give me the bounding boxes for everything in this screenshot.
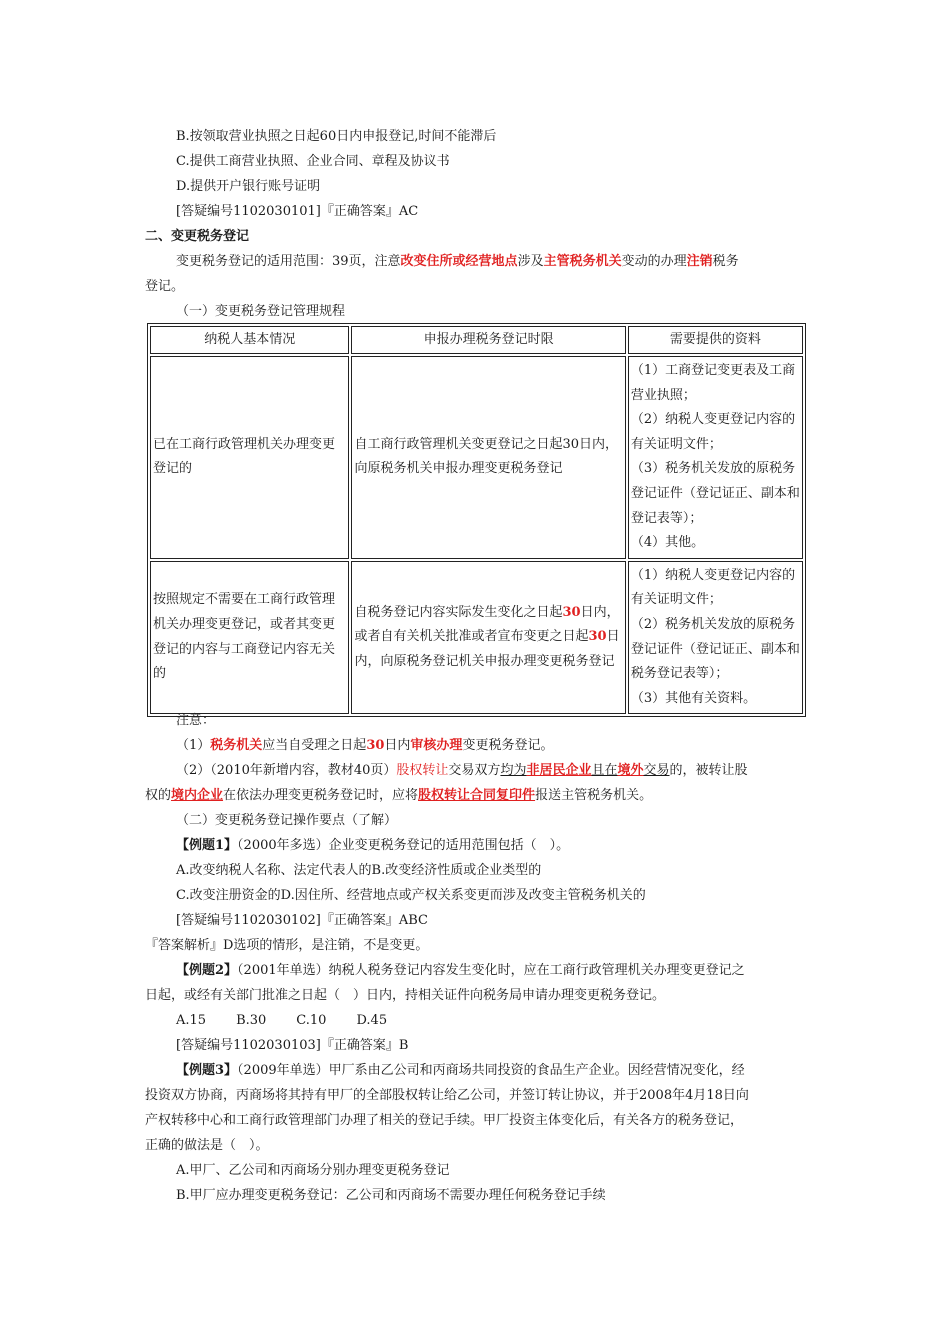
option-c-line: C.提供工商营业执照、企业合同、章程及协议书 <box>176 154 450 169</box>
note-2-line2 <box>145 787 652 805</box>
deadline-text: 日内，向原税务登记机关申报办理变更税务登记 <box>354 629 620 669</box>
scope-highlight-address: 改变住所或经营地点 <box>400 254 518 269</box>
table-cell-deadline <box>351 561 625 715</box>
note-2-line1 <box>176 762 748 780</box>
option-b-line: B.按领取营业执照之日起60日内申报登记,时间不能滞后 <box>176 129 497 144</box>
table-header-cell: 纳税人基本情况 <box>150 326 349 354</box>
example-2-question-line1 <box>176 962 745 980</box>
scope-paragraph-line2: 登记。 <box>145 279 185 294</box>
example-question: （2009年单选）甲厂系由乙公司和丙商场共同投资的食品生产企业。因经营情况变化，经 <box>237 1063 745 1078</box>
example-3-question-line1 <box>176 1062 745 1080</box>
option-d: D.45 <box>356 1013 388 1028</box>
table-cell-materials <box>628 561 803 715</box>
note-text: 报送主管税务机关。 <box>535 788 653 803</box>
table-header-row <box>150 326 803 354</box>
material-item: （2）税务机关发放的原税务登记证件（登记证正、副本和税务登记表等）； <box>630 616 800 682</box>
scope-highlight-cancel: 注销 <box>686 254 713 269</box>
subsection-1-title: （一）变更税务登记管理规程 <box>176 304 346 319</box>
material-item: （4）其他。 <box>630 535 705 551</box>
note-text: 日内 <box>384 738 411 753</box>
scope-text: 税务 <box>712 254 739 269</box>
note-text: 的，被转让股 <box>669 763 748 778</box>
material-item: （2）纳税人变更登记内容的有关证明文件； <box>630 412 796 452</box>
option-a: A.15 <box>176 1013 207 1028</box>
example-3-question-line3: 产权转移中心和工商行政管理部门办理了相关的登记手续。甲厂投资主体变化后，有关各方的税务登记， <box>145 1113 744 1128</box>
table-cell-materials <box>628 356 803 559</box>
note-highlight: 境外 <box>617 763 644 778</box>
table-row <box>150 561 803 715</box>
scope-text: 涉及 <box>517 254 544 269</box>
scope-text: 变动的办理 <box>621 254 687 269</box>
example-1-question <box>176 837 569 855</box>
note-highlight: 股权转让 <box>396 763 449 778</box>
rules-table <box>147 323 806 717</box>
note-underline: 且在 <box>591 763 618 778</box>
note-highlight: 审核办理 <box>410 738 463 753</box>
note-text: 在依法办理变更税务登记时，应将 <box>223 788 419 803</box>
example-question: （2001年单选）纳税人税务登记内容发生变化时，应在工商行政管理机关办理变更登记之 <box>237 963 745 978</box>
example-1-options-cd: C.改变注册资金的D.因住所、经营地点或产权关系变更而涉及改变主管税务机关的 <box>176 888 646 903</box>
note-1 <box>176 737 553 755</box>
deadline-text: 日内，或者自有关机关批准或者宣布变更之日起 <box>354 604 620 645</box>
example-3-option-b: B.甲厂应办理变更税务登记：乙公司和丙商场不需要办理任何税务登记手续 <box>176 1188 606 1203</box>
material-item: （3）税务机关发放的原税务登记证件（登记证正、副本和登记表等）； <box>630 461 800 526</box>
example-1-answer: [答疑编号1102030102]『正确答案』ABC <box>176 913 428 928</box>
scope-text: 变更税务登记的适用范围：39页，注意 <box>176 254 401 269</box>
note-text: 交易双方 <box>448 763 501 778</box>
material-item: （3）其他有关资料。 <box>630 690 757 706</box>
example-1-options-ab: A.改变纳税人名称、法定代表人的B.改变经济性质或企业类型的 <box>176 863 542 878</box>
example-3-question-line4: 正确的做法是（ ）。 <box>145 1138 269 1153</box>
note-text: （1） <box>176 738 211 753</box>
example-2-answer: [答疑编号1102030103]『正确答案』B <box>176 1038 409 1053</box>
table-row <box>150 356 803 559</box>
material-item: （1）纳税人变更登记内容的有关证明文件； <box>630 567 796 608</box>
example-2-question-line2: 日起，或经有关部门批准之日起（ ）日内，持相关证件向税务局申请办理变更税务登记。 <box>145 988 666 1003</box>
option-d-line: D.提供开户银行账号证明 <box>176 179 321 194</box>
answer-line-1: [答疑编号1102030101]『正确答案』AC <box>176 204 419 219</box>
note-text: 应当自受理之日起 <box>262 738 367 753</box>
deadline-number: 30 <box>562 604 581 620</box>
note-highlight: 税务机关 <box>210 738 263 753</box>
table-header-cell: 申报办理税务登记时限 <box>351 326 625 354</box>
example-label: 【例题3】 <box>176 1063 238 1078</box>
table-header-cell: 需要提供的资料 <box>628 326 803 354</box>
note-underline: 交易 <box>643 763 670 778</box>
example-3-option-a: A.甲厂、乙公司和丙商场分别办理变更税务登记 <box>176 1163 450 1178</box>
example-label: 【例题2】 <box>176 963 238 978</box>
option-c: C.10 <box>296 1013 327 1028</box>
subsection-2-title: （二）变更税务登记操作要点（了解） <box>176 813 398 828</box>
option-b: B.30 <box>236 1013 267 1028</box>
note-underline: 均为 <box>500 763 527 778</box>
example-2-options <box>176 1012 387 1030</box>
section-heading: 二、变更税务登记 <box>145 229 250 244</box>
note-highlight: 30 <box>366 738 385 753</box>
note-text: 权的 <box>145 788 172 803</box>
scope-highlight-authority: 主管税务机关 <box>543 254 622 269</box>
note-title: 注意： <box>176 713 216 728</box>
example-3-question-line2: 投资双方协商，丙商场将其持有甲厂的全部股权转让给乙公司，并签订转让协议，并于2008年4月18日向 <box>145 1088 749 1103</box>
note-highlight: 非居民企业 <box>526 763 592 778</box>
table-cell-deadline: 自工商行政管理机关变更登记之日起30日内，向原税务机关申报办理变更税务登记 <box>351 356 625 559</box>
example-question: （2000年多选）企业变更税务登记的适用范围包括（ ）。 <box>237 838 570 853</box>
example-1-analysis: 『答案解析』D选项的情形，是注销，不是变更。 <box>145 938 429 953</box>
note-text: （2）（2010年新增内容，教材40页） <box>176 763 397 778</box>
note-highlight: 境内企业 <box>171 788 224 803</box>
table-cell-situation: 已在工商行政管理机关办理变更登记的 <box>150 356 349 559</box>
scope-paragraph-line1 <box>176 253 739 271</box>
table-cell-situation: 按照规定不需要在工商行政管理机关办理变更登记，或者其变更登记的内容与工商登记内容无关的 <box>150 561 349 715</box>
note-highlight: 股权转让合同复印件 <box>418 788 536 803</box>
note-text: 变更税务登记。 <box>462 738 554 753</box>
deadline-text: 自税务登记内容实际发生变化之日起 <box>354 604 563 620</box>
deadline-number: 30 <box>588 629 607 645</box>
example-label: 【例题1】 <box>176 838 238 853</box>
material-item: （1）工商登记变更表及工商营业执照； <box>630 363 796 403</box>
